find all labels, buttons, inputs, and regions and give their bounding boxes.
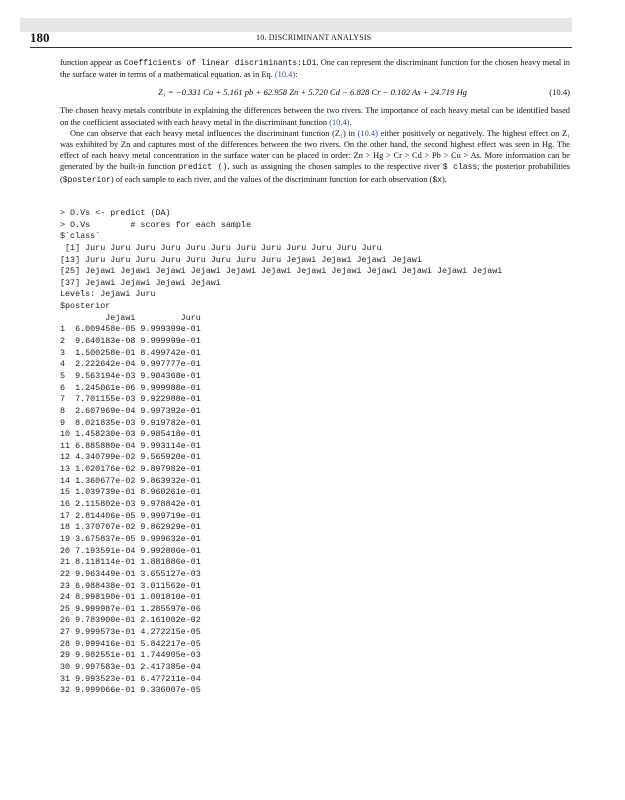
code-line: 29 9.982551e-01 1.744905e-03	[60, 650, 201, 661]
page-number: 180	[30, 30, 50, 45]
inline-code: predict ()	[178, 163, 228, 173]
header-bar	[20, 18, 572, 32]
paragraph-1	[60, 57, 570, 80]
equation-reference-link[interactable]: (10.4)	[357, 128, 378, 138]
text: , the posterior probabilities (	[60, 162, 570, 184]
code-line: [1] Juru Juru Juru Juru Juru Juru Juru Juru Juru Juru Juru Juru	[60, 242, 382, 253]
text: .	[349, 117, 352, 127]
code-line: [13] Juru Juru Juru Juru Juru Juru Juru Juru Jejawi Jejawi Jejawi Jejawi	[60, 254, 422, 265]
code-line: 28 9.999416e-01 5.842217e-05	[60, 638, 201, 649]
code-line: 10 1.458230e-03 9.985418e-01	[60, 429, 201, 440]
text: ) of each sample to each river, and the values of the discriminant function for each observation (	[110, 174, 433, 184]
code-line: 21 8.118114e-01 1.881886e-01	[60, 557, 201, 568]
code-line: $`class`	[60, 231, 101, 242]
code-line: 9 8.021835e-03 9.919782e-01	[60, 417, 201, 428]
code-line: 25 9.999987e-01 1.285597e-06	[60, 603, 201, 614]
paragraph-2	[60, 105, 570, 127]
code-line: 30 9.997583e-01 2.417385e-04	[60, 661, 201, 672]
inline-code: $posterior	[62, 175, 111, 185]
code-line: 3 1.500258e-01 8.499742e-01	[60, 347, 201, 358]
equation-reference-link[interactable]: (10.4)	[329, 117, 350, 127]
code-line: 1 6.009458e-05 9.999399e-01	[60, 324, 201, 335]
code-line: 31 9.993523e-01 6.477211e-04	[60, 673, 201, 684]
inline-code: Coefficients of linear discriminants:LD1	[123, 59, 317, 68]
code-line: 5 9.563194e-03 9.904368e-01	[60, 370, 201, 381]
code-line: 8 2.607969e-04 9.997392e-01	[60, 405, 201, 416]
equation	[60, 82, 570, 104]
code-line: 27 9.999573e-01 4.272215e-05	[60, 627, 201, 638]
code-line: 11 6.885880e-04 9.993114e-01	[60, 440, 201, 451]
code-line: 26 9.783900e-01 2.161002e-02	[60, 615, 201, 626]
equation-number: (10.4)	[549, 87, 570, 98]
code-line: 12 4.340799e-02 9.565920e-01	[60, 452, 201, 463]
code-line: 7 7.701155e-03 9.922988e-01	[60, 394, 201, 405]
code-line: 2 9.640183e-08 9.999999e-01	[60, 336, 201, 347]
paragraph-3	[60, 128, 570, 186]
code-line: [37] Jejawi Jejawi Jejawi Jejawi	[60, 277, 221, 288]
code-line: 17 2.814406e-05 9.999719e-01	[60, 510, 201, 521]
code-line: 14 1.360677e-02 9.863932e-01	[60, 475, 201, 486]
code-line: 22 9.963449e-01 3.655127e-03	[60, 568, 201, 579]
code-line: Levels: Jejawi Juru	[60, 289, 156, 300]
header-rule	[30, 47, 572, 48]
code-line: 32 9.999066e-01 9.336007e-05	[60, 685, 201, 696]
text: function appear as	[60, 58, 124, 67]
code-line: 19 3.675837e-05 9.999632e-01	[60, 533, 201, 544]
code-line: 24 8.998190e-01 1.001810e-01	[60, 592, 201, 603]
text: :	[295, 70, 298, 80]
code-line: Jejawi Juru	[60, 312, 201, 323]
text: , such as assigning the chosen samples to the respective river	[227, 162, 443, 172]
code-line: 15 1.039739e-01 8.960261e-01	[60, 487, 201, 498]
code-line: 18 1.370707e-02 9.862929e-01	[60, 522, 201, 533]
text: The chosen heavy metals contribute in explaining the differences between the two rivers. The importance of each heavy metal can be identified based on the coefficient associated with each heavy metal in the discriminant function	[60, 106, 570, 127]
text: . One can represent the discriminant function for the chosen heavy metal in the surface water in terms of a mathematical equation. as in Eq.	[60, 58, 570, 80]
code-line: 23 6.988438e-01 3.011562e-01	[60, 580, 201, 591]
code-line: > O.Vs # scores for each sample	[60, 219, 251, 230]
inline-code: $ class	[442, 163, 478, 173]
running-head: 10. DISCRIMINANT ANALYSIS	[256, 33, 372, 42]
equation-reference-link[interactable]: (10.4)	[274, 70, 296, 80]
code-output-block	[60, 208, 502, 697]
text: One can observe that each heavy metal influences the discriminant function (Z₁) in	[70, 128, 358, 138]
body-text	[60, 57, 570, 186]
code-line: 13 1.020176e-02 9.897982e-01	[60, 464, 201, 475]
code-line: [25] Jejawi Jejawi Jejawi Jejawi Jejawi Jejawi Jejawi Jejawi Jejawi Jejawi Jejawi Jejawi	[60, 266, 503, 277]
inline-code: $x	[432, 175, 442, 185]
code-line: 16 2.115802e-03 9.978842e-01	[60, 499, 201, 510]
code-line: 20 7.193591e-04 9.992806e-01	[60, 545, 201, 556]
code-line: $posterior	[60, 301, 111, 312]
code-line: > O.Vs <- predict (DA)	[60, 208, 171, 218]
code-line: 4 2.222642e-04 9.997777e-01	[60, 359, 201, 370]
text: either positively or negatively. The highest effect on Z₁ was exhibited by Zn and captures most of the differences between the two rivers. On the other hand, the second highest effect was seen in Hg. The effect of each heavy metal concentration in the surface water can be placed in order: Zn > Hg > Cr > Cd > Pb > Cu > As. More information can be generated by the built-in function	[60, 128, 570, 172]
equation-body: Z₁ = −0.331 Cu + 5.161 pb + 62.958 Zn + 5.720 Cd − 6.828 Cr − 0.102 As + 24.719 Hg	[158, 87, 467, 98]
code-line: 6 1.245061e-06 9.999988e-01	[60, 382, 201, 393]
text: ).	[441, 174, 447, 184]
